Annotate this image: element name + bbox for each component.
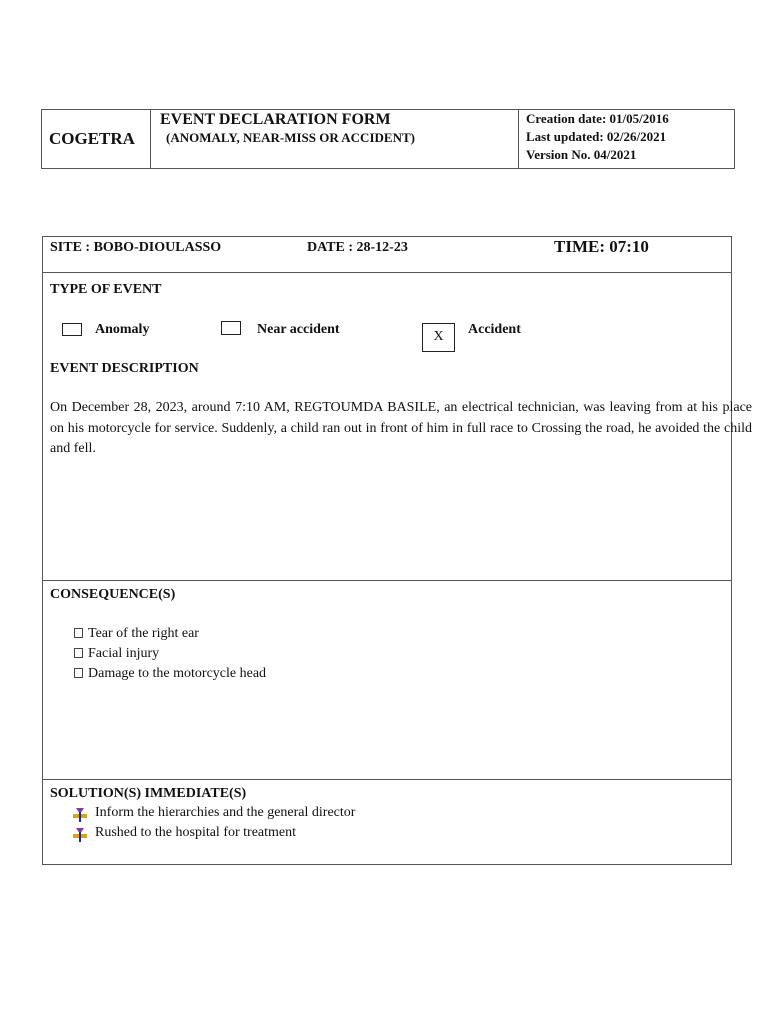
creation-date: Creation date: 01/05/2016 [526, 111, 669, 126]
list-item: Damage to the motorcycle head [74, 666, 266, 682]
accident-checkbox[interactable]: X [422, 323, 455, 352]
list-item: Facial injury [74, 646, 159, 662]
form-title-cell [151, 110, 519, 168]
accident-label: Accident [468, 322, 521, 337]
square-bullet-icon [74, 668, 83, 678]
divider [43, 779, 731, 780]
document-meta [519, 110, 734, 168]
anomaly-checkbox[interactable] [62, 323, 82, 336]
form-title: EVENT DECLARATION FORM [160, 111, 391, 128]
anomaly-label: Anomaly [95, 322, 150, 337]
version-number: Version No. 04/2021 [526, 147, 637, 162]
square-bullet-icon [74, 628, 83, 638]
list-item: Inform the hierarchies and the general director [95, 805, 356, 820]
list-item: Tear of the right ear [74, 626, 199, 642]
event-form-body [42, 236, 752, 865]
solutions-heading: SOLUTION(S) IMMEDIATE(S) [50, 786, 247, 801]
last-updated: Last updated: 02/26/2021 [526, 129, 667, 144]
arrow-bullet-icon [73, 828, 87, 842]
event-type-heading: TYPE OF EVENT [50, 282, 162, 297]
description-text: On December 28, 2023, around 7:10 AM, REGTOUMDA BASILE, an electrical technician, was leaving from at his place on his motorcycle for service. Suddenly, a child ran out in front of him in full race to Crossing the road, he avoided the child and fell. [50, 400, 752, 456]
near-accident-label: Near accident [257, 322, 340, 337]
company-name: COGETRA [42, 110, 151, 168]
site-field: SITE : BOBO-DIOULASSO [50, 240, 222, 255]
divider [43, 272, 731, 273]
consequences-heading: CONSEQUENCE(S) [50, 587, 176, 602]
time-field: TIME: 07:10 [554, 237, 649, 256]
arrow-bullet-icon [73, 808, 87, 822]
divider [43, 580, 731, 581]
date-field: DATE : 28-12-23 [307, 240, 408, 255]
near-accident-checkbox[interactable] [221, 321, 241, 335]
form-header [41, 109, 735, 169]
form-subtitle: (ANOMALY, NEAR-MISS OR ACCIDENT) [166, 130, 415, 145]
square-bullet-icon [74, 648, 83, 658]
list-item: Rushed to the hospital for treatment [95, 825, 297, 840]
description-heading: EVENT DESCRIPTION [50, 361, 199, 376]
